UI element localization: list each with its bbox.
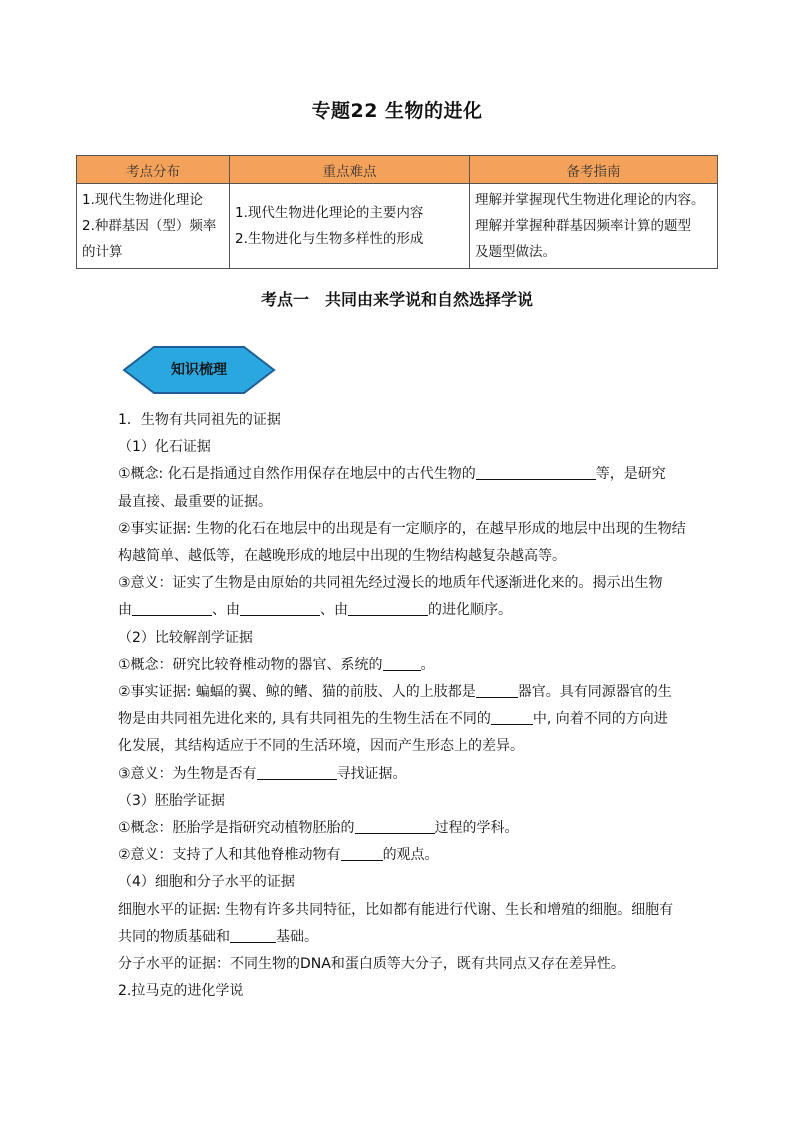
cell-evidence: 细胞水平的证据: 生物有许多共同特征，比如都有能进行代谢、生长和增殖的细胞。细胞有 — [118, 901, 674, 918]
blank — [348, 600, 428, 616]
table-header: 考点分布 — [77, 156, 230, 184]
cell-line: 1.现代生物进化理论的主要内容 — [235, 205, 424, 221]
blank — [257, 764, 337, 780]
fossil-concept: ①概念: 化石是指通过自然作用保存在地层中的古代生物的 等，是研究 — [118, 466, 666, 483]
subheading-cell: （4）细胞和分子水平的证据 — [118, 874, 295, 891]
blank — [341, 845, 383, 861]
blank — [491, 709, 533, 725]
anatomy-fact: ②事实证据: 蝙蝠的翼、鲸的鳍、猫的前肢、人的上肢都是 器官。具有同源器官的生 — [118, 684, 672, 701]
table-row — [77, 184, 718, 269]
cell-evidence-cont: 共同的物质基础和 基础。 — [118, 928, 318, 945]
page-title: 专题22 生物的进化 — [311, 100, 483, 122]
subheading-fossil: （1）化石证据 — [118, 439, 211, 456]
table-cell — [77, 184, 230, 269]
fossil-fact: ②事实证据: 生物的化石在地层中的出现是有一定顺序的，在越早形成的地层中出现的生物结构越简单、越低等，在越晚形成的地层中出现的生物结构越复杂越高等。 — [118, 520, 686, 565]
blank — [240, 600, 320, 616]
cell-line: 理解并掌握种群基因频率计算的题型 — [475, 218, 691, 234]
table-cell — [470, 184, 718, 269]
blank — [355, 818, 435, 834]
table-header-row — [77, 156, 718, 184]
blank — [132, 600, 212, 616]
fossil-concept-cont: 最直接、最重要的证据。 — [118, 493, 272, 510]
cell-line: 1.现代生物进化理论 — [82, 192, 203, 208]
fossil-meaning: ③意义：证实了生物是由原始的共同祖先经过漫长的地质年代逐渐进化来的。揭示出生物 — [118, 575, 663, 592]
embryo-concept: ①概念：胚胎学是指研究动植物胚胎的 过程的学科。 — [118, 820, 519, 837]
table-header: 重点难点 — [230, 156, 470, 184]
cell-line: 2.种群基因（型）频率 — [82, 218, 217, 234]
anatomy-fact-cont: 物是由共同祖先进化来的, 具有共同祖先的生物生活在不同的 中, 向着不同的方向进 — [118, 711, 668, 728]
anatomy-fact-end: 化发展，其结构适应于不同的生活环境，因而产生形态上的差异。 — [118, 738, 524, 755]
embryo-meaning: ②意义：支持了人和其他脊椎动物有 的观点。 — [118, 847, 439, 864]
cell-line: 理解并掌握现代生物进化理论的内容。 — [475, 192, 705, 208]
subheading-embryo: （3）胚胎学证据 — [118, 792, 225, 809]
blank — [476, 464, 596, 480]
table-header: 备考指南 — [470, 156, 718, 184]
anatomy-concept: ①概念：研究比较脊椎动物的器官、系统的 。 — [118, 656, 435, 673]
summary-table — [76, 155, 718, 269]
content-body — [118, 407, 688, 1005]
blank — [230, 927, 276, 943]
blank — [383, 655, 421, 671]
fossil-meaning-cont: 由 、由 、由 的进化顺序。 — [118, 602, 512, 619]
table-cell — [230, 184, 470, 269]
cell-line: 的计算 — [82, 244, 123, 260]
cell-line: 及题型做法。 — [475, 244, 556, 260]
heading-2: 2.拉马克的进化学说 — [118, 983, 244, 1000]
badge-label: 知识梳理 — [171, 362, 227, 378]
molecular-evidence: 分子水平的证据：不同生物的DNA和蛋白质等大分子，既有共同点又存在差异性。 — [118, 956, 625, 973]
blank — [476, 682, 518, 698]
section-title: 考点一 共同由来学说和自然选择学说 — [260, 290, 533, 309]
cell-line: 2.生物进化与生物多样性的形成 — [235, 231, 424, 247]
heading-1: 1．生物有共同祖先的证据 — [118, 412, 281, 428]
anatomy-meaning: ③意义：为生物是否有 寻找证据。 — [118, 765, 407, 782]
subheading-anatomy: （2）比较解剖学证据 — [118, 629, 253, 646]
